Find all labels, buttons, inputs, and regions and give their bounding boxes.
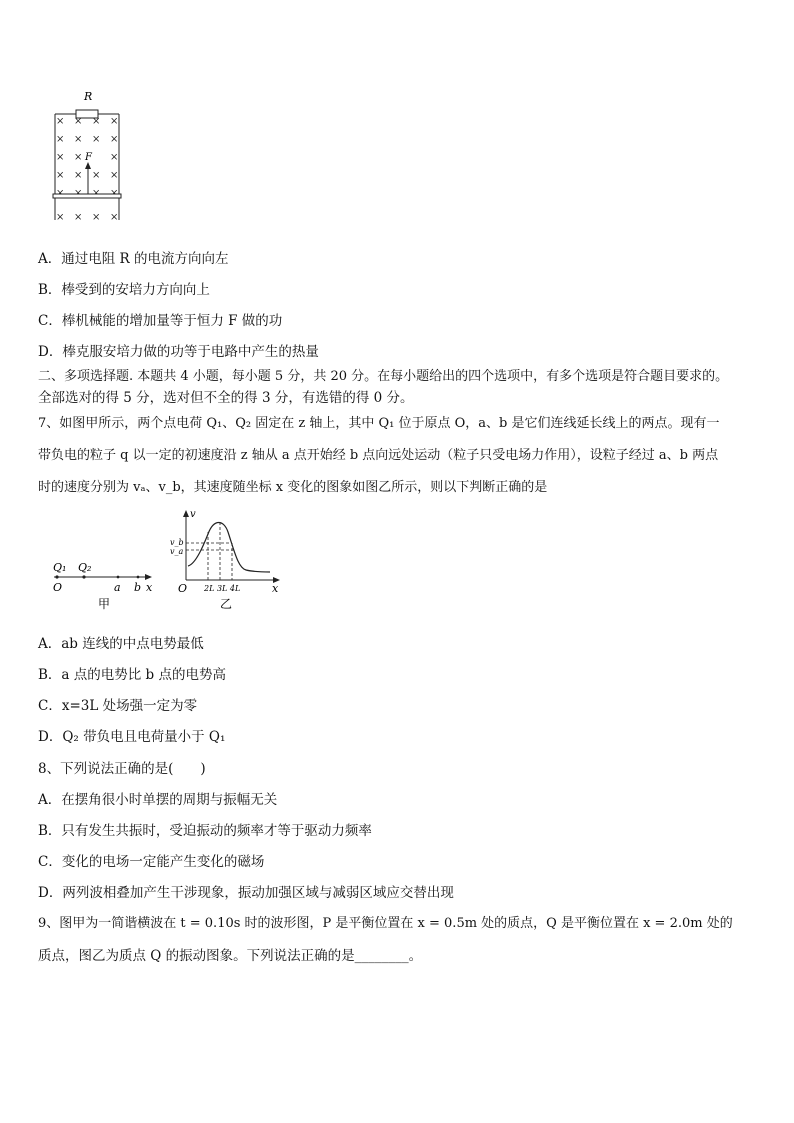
figure-yi bbox=[168, 506, 288, 616]
q6-option-c: C．棒机械能的增加量等于恒力 F 做的功 bbox=[38, 313, 283, 329]
q8-option-b: B．只有发生共振时，受迫振动的频率才等于驱动力频率 bbox=[38, 823, 372, 839]
field-cross-mark: × bbox=[110, 116, 119, 127]
q1-label: Q₁ bbox=[53, 561, 67, 574]
v-axis-label: v bbox=[190, 509, 196, 520]
figure-jia bbox=[48, 555, 160, 615]
va-label: v_a bbox=[170, 547, 184, 556]
field-cross-mark: × bbox=[110, 212, 119, 223]
field-cross-mark: × bbox=[74, 152, 83, 163]
q6-option-a: A．通过电阻 R 的电流方向向左 bbox=[38, 251, 229, 267]
q7-option-c: C．x=3L 处场强一定为零 bbox=[38, 698, 198, 714]
q9-stem-line1: 9、图甲为一简谐横波在 t = 0.10s 时的波形图，P 是平衡位置在 x = 0.5m 处的质点，Q 是平衡位置在 x = 2.0m 处的 bbox=[38, 916, 733, 931]
origin-label: O bbox=[53, 581, 63, 594]
point-a-dot bbox=[117, 576, 120, 579]
yi-origin-label: O bbox=[178, 582, 188, 595]
field-cross-mark: × bbox=[74, 170, 83, 181]
rod-field-diagram bbox=[48, 88, 138, 228]
field-cross-mark: × bbox=[92, 134, 101, 145]
q8-option-c: C．变化的电场一定能产生变化的磁场 bbox=[38, 854, 265, 870]
field-cross-mark: × bbox=[56, 170, 65, 181]
q6-option-d: D．棒克服安培力做的功等于电路中产生的热量 bbox=[38, 344, 319, 360]
field-cross-mark: × bbox=[56, 134, 65, 145]
q7-option-a: A．ab 连线的中点电势最低 bbox=[38, 636, 204, 652]
force-label: F bbox=[85, 152, 92, 163]
rod-magnetic-field-figure bbox=[48, 88, 138, 228]
conducting-rod bbox=[53, 194, 121, 198]
field-cross-mark: × bbox=[56, 212, 65, 223]
charge-q2-dot bbox=[82, 575, 85, 578]
q2-label: Q₂ bbox=[78, 561, 92, 574]
vb-label: v_b bbox=[170, 538, 184, 547]
b-label: b bbox=[134, 581, 142, 594]
field-cross-mark: × bbox=[110, 134, 119, 145]
q7-option-b: B．a 点的电势比 b 点的电势高 bbox=[38, 667, 226, 683]
q8-stem: 8、下列说法正确的是( ) bbox=[38, 761, 206, 777]
field-cross-mark: × bbox=[92, 170, 101, 181]
tick-labels: 2L 3L 4L bbox=[204, 584, 241, 593]
field-cross-mark: × bbox=[110, 170, 119, 181]
field-cross-mark: × bbox=[92, 116, 101, 127]
q7-stem-line2: 带负电的粒子 q 以一定的初速度沿 z 轴从 a 点开始经 b 点向远处运动（粒子只受电场力作用），设粒子经过 a、b 两点 bbox=[38, 448, 719, 463]
field-cross-mark: × bbox=[74, 134, 83, 145]
q8-option-d: D．两列波相叠加产生干涉现象，振动加强区域与减弱区域应交替出现 bbox=[38, 885, 454, 901]
field-cross-mark: × bbox=[56, 116, 65, 127]
section2-heading-line1: 二、多项选择题. 本题共 4 小题，每小题 5 分，共 20 分。在每小题给出的四个选项中，有多个选项是符合题目要求的。 bbox=[38, 369, 729, 384]
section2-heading-line2: 全部选对的得 5 分，选对但不全的得 3 分，有选错的得 0 分。 bbox=[38, 390, 414, 406]
field-cross-mark: × bbox=[74, 212, 83, 223]
point-b-dot bbox=[137, 576, 140, 579]
field-cross-mark: × bbox=[110, 152, 119, 163]
a-label: a bbox=[114, 581, 121, 594]
magnetic-field-crosses bbox=[56, 116, 118, 223]
q9-stem-line2: 质点，图乙为质点 Q 的振动图象。下列说法正确的是________。 bbox=[38, 948, 423, 964]
field-cross-mark: × bbox=[74, 116, 83, 127]
resistor-label: R bbox=[84, 90, 93, 103]
q8-option-a: A．在摆角很小时单摆的周期与振幅无关 bbox=[38, 792, 278, 808]
q6-option-b: B．棒受到的安培力方向向上 bbox=[38, 282, 210, 298]
q7-stem-line3: 时的速度分别为 vₐ、v_b，其速度随坐标 x 变化的图象如图乙所示，则以下判断正确的是 bbox=[38, 480, 548, 495]
field-cross-mark: × bbox=[92, 212, 101, 223]
field-cross-mark: × bbox=[56, 152, 65, 163]
x-label: x bbox=[146, 581, 153, 594]
caption-yi: 乙 bbox=[220, 597, 233, 611]
velocity-curve bbox=[188, 523, 270, 573]
q7-stem-line1: 7、如图甲所示，两个点电荷 Q₁、Q₂ 固定在 z 轴上，其中 Q₁ 位于原点 O，a、b 是它们连线延长线上的两点。现有一 bbox=[38, 416, 720, 431]
yi-x-label: x bbox=[272, 582, 279, 595]
q7-option-d: D．Q₂ 带负电且电荷量小于 Q₁ bbox=[38, 729, 226, 745]
caption-jia: 甲 bbox=[98, 597, 111, 611]
charge-q1-dot bbox=[55, 575, 58, 578]
